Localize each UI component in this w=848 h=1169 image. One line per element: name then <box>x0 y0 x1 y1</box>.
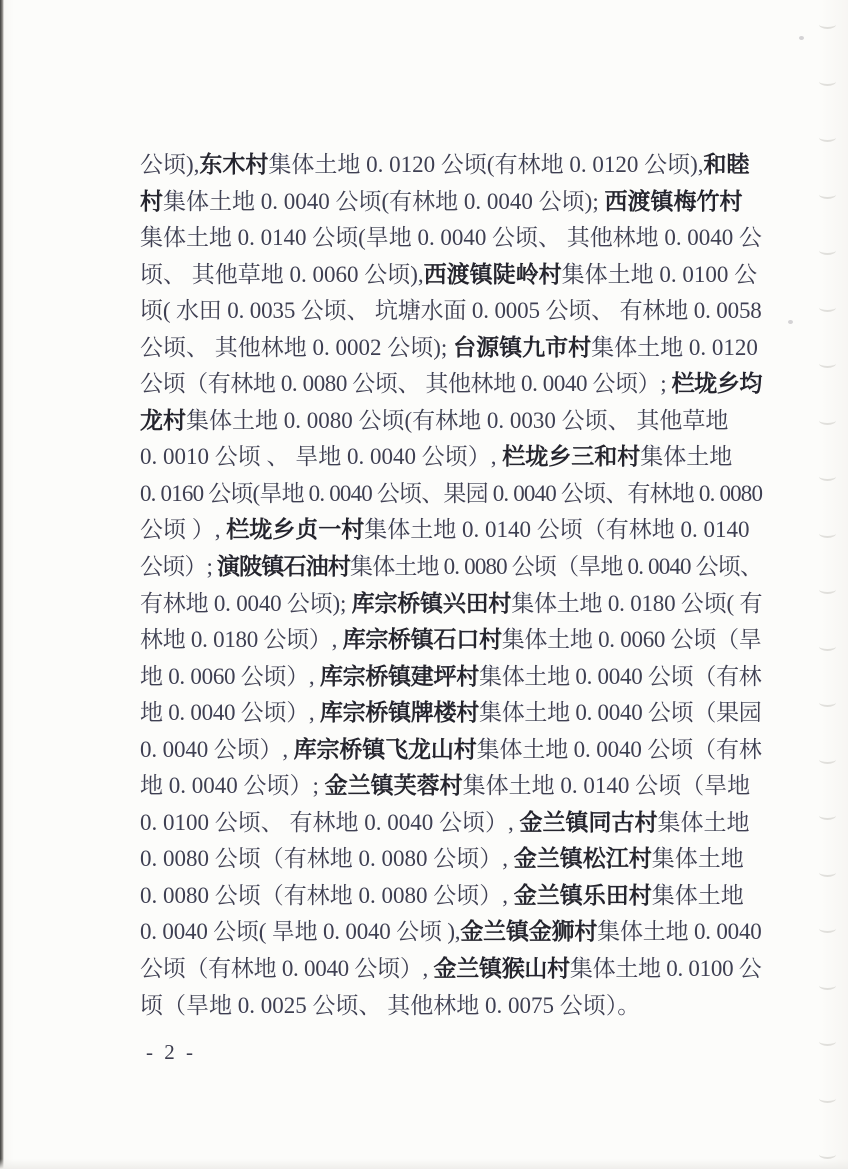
village-name: 西渡镇陡岭村 <box>423 261 562 287</box>
text-segment: 0. 0160 公顷(旱地 0. 0040 公顷、果园 0. 0040 公顷、有林地 0. 0080 <box>140 480 763 506</box>
binding-curl-mark <box>819 642 836 651</box>
village-name: 东木村 <box>199 152 269 177</box>
village-name: 库宗桥镇石口村 <box>342 627 502 653</box>
village-name: 栏垅乡三和村 <box>502 444 641 470</box>
village-name: 和睦 <box>703 152 750 177</box>
text-line <box>140 914 762 951</box>
binding-curl-mark <box>819 359 836 368</box>
scan-speck <box>799 36 804 40</box>
text-segment: 地 0. 0040 公顷）, <box>140 700 320 726</box>
text-segment: 集体土地 0. 0100 公 <box>569 956 762 982</box>
village-name: 金兰镇松江村 <box>513 846 652 872</box>
text-segment: 林地 0. 0180 公顷）, <box>140 627 343 653</box>
text-line <box>140 220 762 257</box>
text-segment: 0. 0080 公顷（有林地 0. 0080 公顷）, <box>140 882 514 908</box>
text-segment: 公顷（有林地 0. 0080 公顷、 其他林地 0. 0040 公顷）; <box>140 371 672 397</box>
village-name: 库宗桥镇兴田村 <box>351 590 512 616</box>
text-segment: 公顷）; <box>140 554 217 580</box>
text-segment: 0. 0040 公顷( 旱地 0. 0040 公顷 ), <box>140 919 461 945</box>
text-line <box>140 622 762 659</box>
text-segment: 公顷), <box>140 152 200 177</box>
village-name: 金兰镇同古村 <box>519 809 658 835</box>
text-line <box>140 695 762 732</box>
text-segment: 集体土地 <box>657 809 750 835</box>
text-segment: 地 0. 0060 公顷）, <box>140 663 320 689</box>
document-body <box>140 147 762 1024</box>
text-segment: 集体土地 <box>651 846 744 872</box>
village-name: 台源镇九市村 <box>453 334 592 360</box>
binding-curl-mark <box>819 924 836 933</box>
text-segment: 集体土地 0. 0080 公顷(有林地 0. 0030 公顷、 其他草地 <box>186 407 729 433</box>
text-segment: 集体土地 0. 0040 公顷（有林 <box>478 663 762 689</box>
binding-curl-mark <box>819 1037 836 1046</box>
text-segment: 集体土地 0. 0180 公顷( 有 <box>511 590 763 616</box>
text-line <box>140 184 762 221</box>
binding-curl-mark <box>819 529 836 538</box>
binding-curl-mark <box>819 20 836 29</box>
text-line <box>140 257 762 294</box>
text-segment: 地 0. 0040 公顷）; <box>140 773 325 799</box>
text-line <box>140 549 762 586</box>
text-segment: 顷( 水田 0. 0035 公顷、 坑塘水面 0. 0005 公顷、 有林地 0. 0058 <box>140 298 762 324</box>
text-segment: 集体土地 0. 0060 公顷（旱 <box>501 627 762 653</box>
binding-curl-mark <box>819 416 836 425</box>
text-segment: 0. 0080 公顷（有林地 0. 0080 公顷）, <box>140 846 514 872</box>
binding-curl-mark <box>819 77 836 86</box>
text-line <box>140 768 762 805</box>
text-line <box>140 586 762 623</box>
text-segment: 公顷、 其他林地 0. 0002 公顷); <box>140 334 454 360</box>
text-segment: 集体土地 0. 0140 公顷(旱地 0. 0040 公顷、 其他林地 0. 0040 公 <box>140 225 762 251</box>
text-segment: 0. 0040 公顷）, <box>140 736 294 762</box>
village-name: 金兰镇芙蓉村 <box>324 773 463 799</box>
text-line <box>140 732 762 769</box>
binding-curl-mark <box>819 868 836 877</box>
scan-edge-shadow <box>0 0 4 1169</box>
binding-curl-mark <box>819 246 836 255</box>
village-name: 龙村 <box>140 407 186 433</box>
village-name: 西渡镇梅竹村 <box>604 188 743 214</box>
text-line <box>140 476 762 513</box>
text-segment: 顷、 其他草地 0. 0060 公顷), <box>140 261 424 287</box>
binding-curl-mark <box>819 811 836 820</box>
village-name: 金兰镇金狮村 <box>460 919 598 945</box>
text-line <box>140 330 762 367</box>
text-segment: 集体土地 0. 0040 公顷（果园 <box>478 700 762 726</box>
binding-curl-mark <box>819 472 836 481</box>
village-name: 库宗桥镇建坪村 <box>319 663 479 689</box>
scan-edge-bottom-shadow <box>0 1159 848 1169</box>
text-segment: 公顷（有林地 0. 0040 公顷）, <box>140 956 434 982</box>
text-line <box>140 951 762 988</box>
text-segment: 集体土地 0. 0140 公顷（有林地 0. 0140 <box>364 517 750 543</box>
text-segment: 集体土地 0. 0040 公顷（有林 <box>476 736 762 762</box>
village-name: 演陂镇石油村 <box>217 554 351 580</box>
text-segment: 集体土地 0. 0040 <box>597 919 762 945</box>
text-segment: 集体土地 0. 0080 公顷（旱地 0. 0040 公顷、 <box>350 554 763 580</box>
text-segment: 集体土地 0. 0120 公顷(有林地 0. 0120 公顷), <box>268 152 704 177</box>
binding-curl-mark <box>819 133 836 142</box>
text-line <box>140 147 762 184</box>
text-line <box>140 805 762 842</box>
text-line <box>140 366 762 403</box>
text-segment: 有林地 0. 0040 公顷); <box>140 590 352 616</box>
binding-curl-mark <box>819 190 836 199</box>
text-segment: 集体土地 0. 0040 公顷(有林地 0. 0040 公顷); <box>163 188 605 214</box>
village-name: 金兰镇乐田村 <box>513 882 652 908</box>
text-line <box>140 659 762 696</box>
text-segment: 集体土地 0. 0120 <box>591 334 758 360</box>
text-segment: 集体土地 <box>651 882 744 908</box>
text-line <box>140 988 762 1025</box>
village-name: 库宗桥镇牌楼村 <box>319 700 479 726</box>
village-name: 金兰镇猴山村 <box>433 956 570 982</box>
text-segment: 集体土地 0. 0140 公顷（旱地 <box>462 773 751 799</box>
text-line <box>140 878 762 915</box>
text-line <box>140 512 762 549</box>
binding-curl-mark <box>819 698 836 707</box>
scan-speck <box>788 320 793 324</box>
text-line <box>140 841 762 878</box>
binding-curl-mark <box>819 1094 836 1103</box>
text-segment: 集体土地 0. 0100 公 <box>561 261 758 287</box>
village-name: 库宗桥镇飞龙山村 <box>293 736 477 762</box>
village-name: 栏垅乡均 <box>671 371 762 397</box>
page-number: - 2 - <box>146 1040 196 1064</box>
text-line <box>140 293 762 330</box>
village-name: 栏垅乡贞一村 <box>226 517 365 543</box>
text-segment: 0. 0010 公顷 、 旱地 0. 0040 公顷）, <box>140 444 503 470</box>
binding-curl-mark <box>819 303 836 312</box>
village-name: 村 <box>140 188 163 214</box>
binding-curl-mark <box>819 1150 836 1159</box>
text-segment: 顷（旱地 0. 0025 公顷、 其他林地 0. 0075 公顷）。 <box>140 992 641 1018</box>
text-line <box>140 403 762 440</box>
binding-curl-mark <box>819 585 836 594</box>
text-segment: 集体土地 <box>640 444 733 470</box>
binding-curl-mark <box>819 981 836 990</box>
text-segment: 公顷 ）, <box>140 517 227 543</box>
binding-curl-mark <box>819 755 836 764</box>
text-line <box>140 439 762 476</box>
text-segment: 0. 0100 公顷、 有林地 0. 0040 公顷）, <box>140 809 520 835</box>
